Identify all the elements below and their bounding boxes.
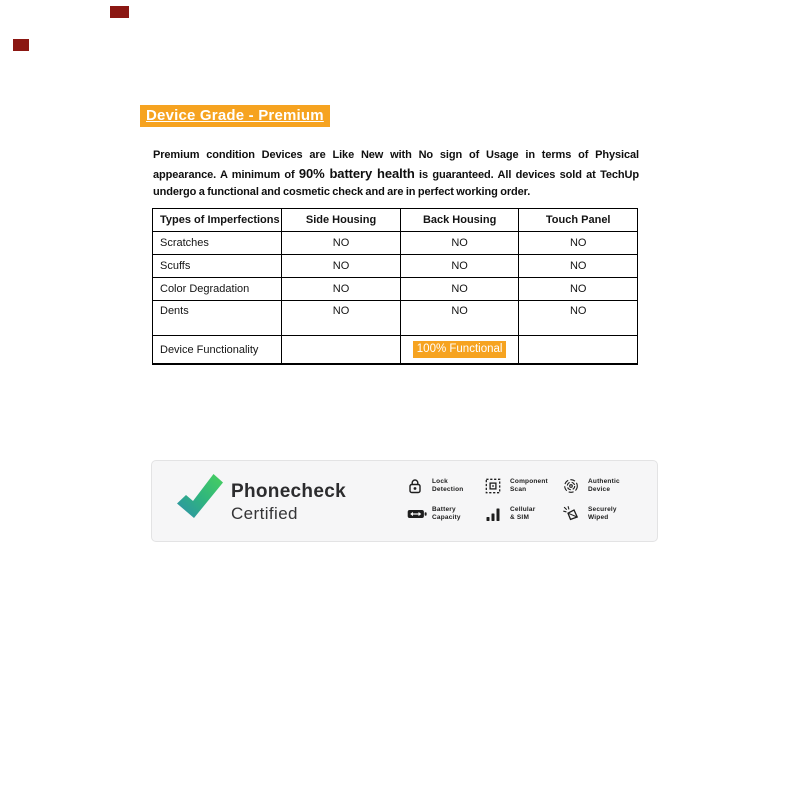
page-title: Device Grade - Premium (140, 105, 330, 127)
feature-label: Lock Detection (432, 478, 464, 493)
table-cell: NO (282, 278, 401, 301)
table-cell (282, 336, 401, 365)
table-cell (400, 336, 519, 365)
row-label: Device Functionality (153, 336, 282, 365)
intro-text: Premium condition Devices are Like New with No sign of Usage in terms of Physical appearance. A minimum of (153, 149, 639, 181)
table-cell: NO (400, 232, 519, 255)
column-header-imperfections: Types of Imperfections (153, 209, 282, 232)
table-row-color-degradation (153, 278, 638, 301)
functional-badge: 100% Functional (413, 341, 507, 358)
table-cell: NO (519, 255, 638, 278)
table-header-row (153, 209, 638, 232)
brand-subtitle: Certified (231, 504, 298, 523)
feature-label: Component Scan (510, 478, 548, 493)
redaction-mark (110, 6, 129, 18)
table-cell: NO (400, 255, 519, 278)
table-cell: NO (400, 278, 519, 301)
battery-capacity-icon (407, 508, 427, 520)
feature-authentic-device (563, 478, 641, 494)
feature-lock-detection (407, 478, 485, 494)
feature-securely-wiped (563, 506, 641, 522)
feature-label: Authentic Device (588, 478, 620, 493)
table-row-device-functionality (153, 336, 638, 365)
row-label: Scratches (153, 232, 282, 255)
lock-detection-icon (407, 478, 427, 494)
column-header-touch-panel: Touch Panel (519, 209, 638, 232)
table-cell (519, 336, 638, 365)
feature-label: Battery Capacity (432, 506, 461, 521)
brand-name: Phonecheck (231, 481, 346, 502)
feature-cellular-sim (485, 506, 563, 522)
table-cell: NO (519, 278, 638, 301)
column-header-side-housing: Side Housing (282, 209, 401, 232)
component-scan-icon (485, 478, 505, 494)
table-cell: NO (282, 232, 401, 255)
redaction-mark (13, 39, 29, 51)
intro-paragraph (153, 147, 639, 202)
cellular-sim-icon (485, 506, 505, 522)
row-label: Color Degradation (153, 278, 282, 301)
table-row-dents (153, 301, 638, 336)
phonecheck-check-icon (177, 474, 223, 518)
intro-text: is guaranteed. All devices sold at TechUp undergo a functional and cosmetic check and are in perfect working order. (153, 168, 640, 198)
phonecheck-certified-panel (151, 460, 658, 542)
table-row-scuffs (153, 255, 638, 278)
certification-features (407, 478, 641, 522)
row-label: Scuffs (153, 255, 282, 278)
brand-block (231, 481, 346, 524)
feature-component-scan (485, 478, 563, 494)
securely-wiped-icon (563, 506, 583, 522)
table-row-scratches (153, 232, 638, 255)
battery-health-text: 90% battery health (298, 165, 415, 181)
imperfections-table (152, 208, 638, 365)
column-header-back-housing: Back Housing (400, 209, 519, 232)
row-label: Dents (153, 301, 282, 336)
table-cell: NO (519, 301, 638, 336)
feature-battery-capacity (407, 506, 485, 522)
table-cell: NO (400, 301, 519, 336)
authentic-device-icon (563, 478, 583, 494)
table-cell: NO (282, 301, 401, 336)
table-cell: NO (282, 255, 401, 278)
table-cell: NO (519, 232, 638, 255)
feature-label: Cellular & SIM (510, 506, 536, 521)
feature-label: Securely Wiped (588, 506, 617, 521)
